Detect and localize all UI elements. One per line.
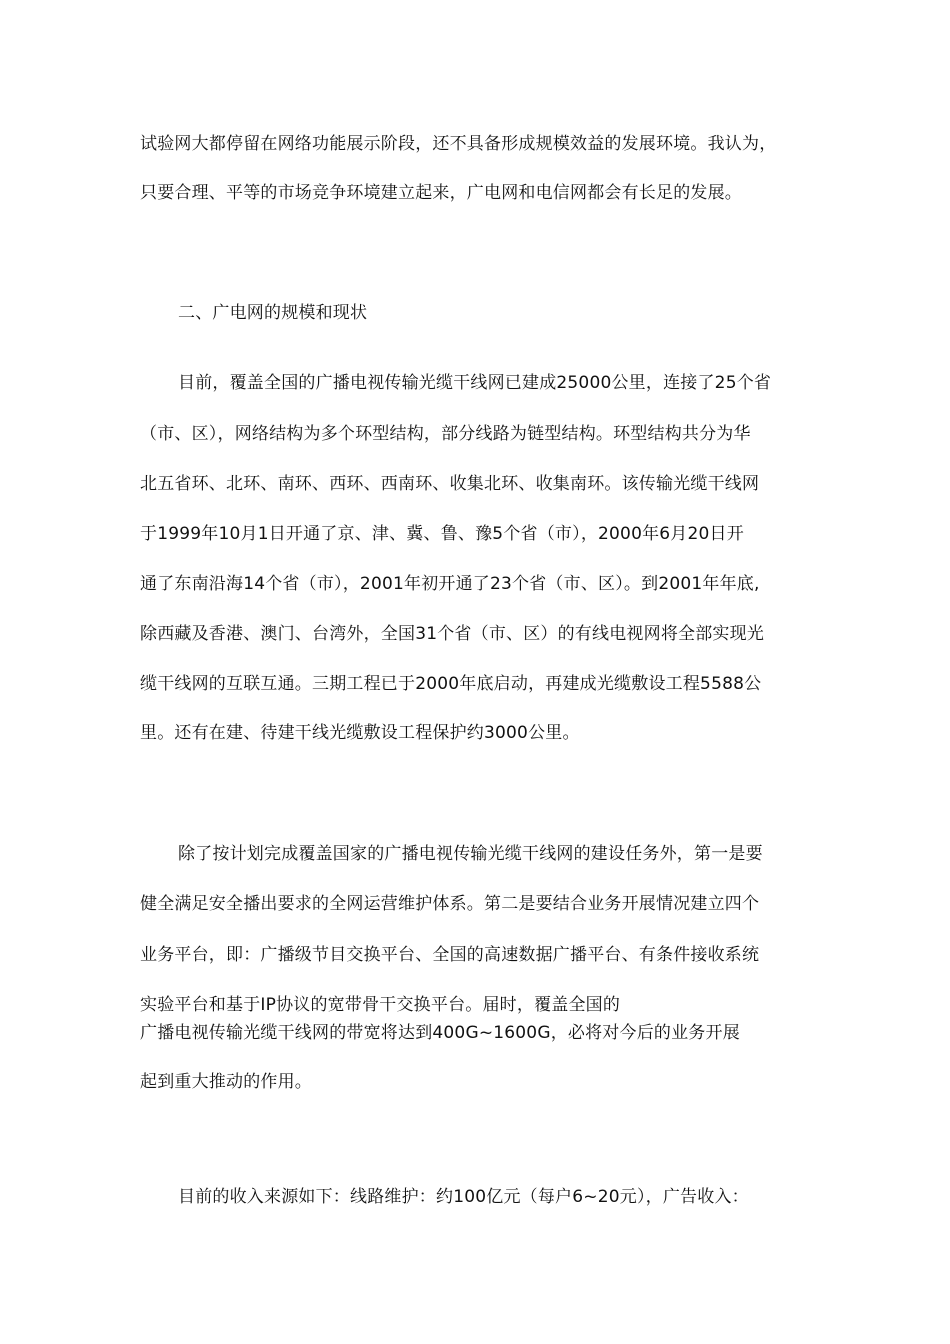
para1-line-3: 北五省环、北环、南环、西环、西南环、收集北环、收集南环。该传输光缆干线网 bbox=[140, 474, 760, 494]
para1-line-1: 目前，覆盖全国的广播电视传输光缆干线网已建成25000公里，连接了25个省 bbox=[178, 373, 772, 393]
para1-line-7: 缆干线网的互联互通。三期工程已于2000年底启动，再建成光缆敷设工程5588公 bbox=[140, 674, 762, 694]
para1-line-2: （市、区），网络结构为多个环型结构，部分线路为链型结构。环型结构共分为华 bbox=[140, 424, 751, 444]
para1-line-8: 里。还有在建、待建干线光缆敷设工程保护约3000公里。 bbox=[140, 723, 580, 743]
para1-line-5: 通了东南沿海14个省（市），2001年初开通了23个省（市、区）。到2001年年底, bbox=[140, 574, 760, 594]
para3-line-1: 目前的收入来源如下：线路维护：约100亿元（每户6~20元），广告收入： bbox=[178, 1187, 749, 1207]
para2-line-1: 除了按计划完成覆盖国家的广播电视传输光缆干线网的建设任务外，第一是要 bbox=[178, 844, 763, 864]
para2-line-4: 实验平台和基于IP协议的宽带骨干交换平台。届时，覆盖全国的 bbox=[140, 995, 621, 1015]
para2-line-5: 广播电视传输光缆干线网的带宽将达到400G~1600G，必将对今后的业务开展 bbox=[140, 1023, 740, 1043]
para2-line-6: 起到重大推动的作用。 bbox=[140, 1072, 312, 1092]
para2-line-2: 健全满足安全播出要求的全网运营维护体系。第二是要结合业务开展情况建立四个 bbox=[140, 894, 760, 914]
intro-line-1: 试验网大都停留在网络功能展示阶段，还不具备形成规模效益的发展环境。我认为， bbox=[140, 134, 777, 154]
para1-line-4: 于1999年10月1日开通了京、津、冀、鲁、豫5个省（市），2000年6月20日开 bbox=[140, 524, 744, 544]
para2-line-3: 业务平台，即：广播级节目交换平台、全国的高速数据广播平台、有条件接收系统 bbox=[140, 945, 760, 965]
para1-line-6: 除西藏及香港、澳门、台湾外，全国31个省（市、区）的有线电视网将全部实现光 bbox=[140, 624, 765, 644]
section-heading: 二、广电网的规模和现状 bbox=[178, 303, 368, 323]
intro-line-2: 只要合理、平等的市场竞争环境建立起来，广电网和电信网都会有长足的发展。 bbox=[140, 183, 742, 203]
